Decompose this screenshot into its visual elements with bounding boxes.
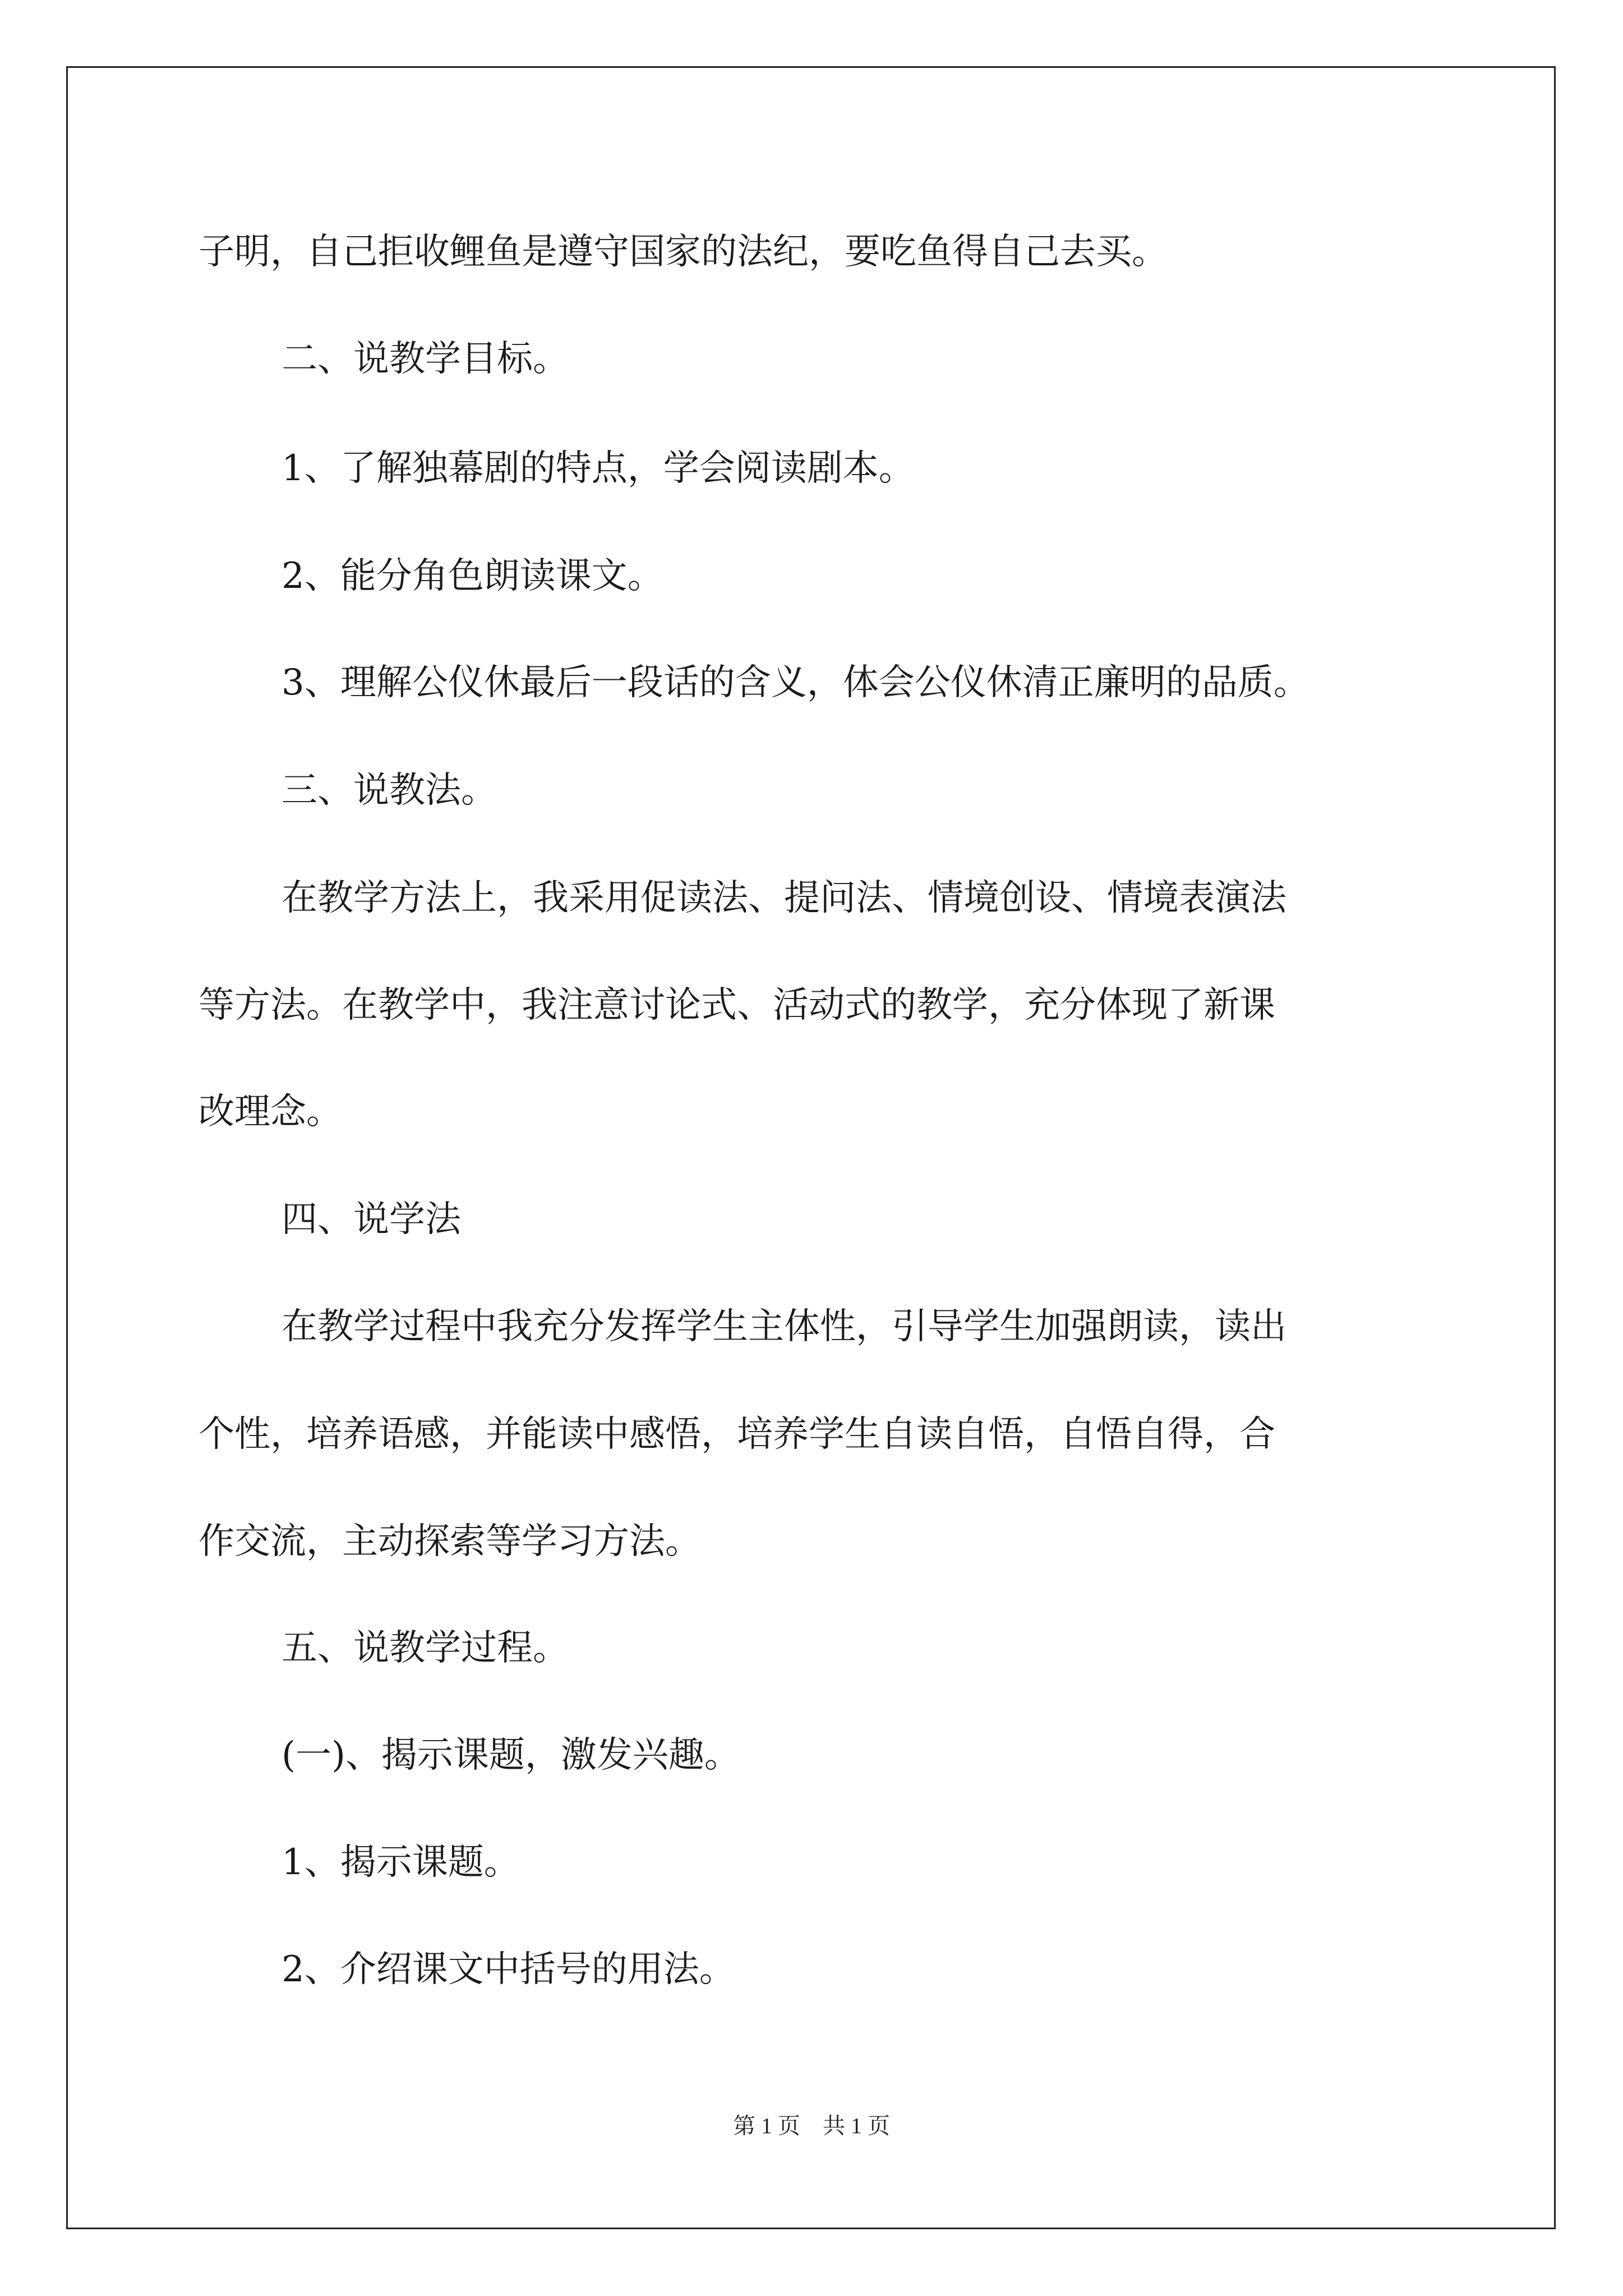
paragraph-line: 个性，培养语感，并能读中感悟，培养学生自读自悟，自悟自得，合	[199, 1414, 1275, 1455]
section-heading: 四、说学法	[282, 1199, 461, 1240]
paragraph-line: 改理念。	[199, 1091, 342, 1133]
paragraph-line: 等方法。在教学中，我注意讨论式、活动式的教学，充分体现了新课	[199, 984, 1275, 1026]
section-heading: 三、说教法。	[282, 770, 497, 811]
section-heading: 五、说教学过程。	[282, 1627, 569, 1669]
page-number-footer: 第 1 页 共 1 页	[733, 2113, 890, 2138]
paragraph-line: 在教学过程中我充分发挥学生主体性，引导学生加强朗读，读出	[282, 1306, 1287, 1347]
list-item: 1、了解独幕剧的特点，学会阅读剧本。	[282, 448, 915, 489]
list-item: 2、能分角色朗读课文。	[282, 555, 663, 597]
paragraph-line: 在教学方法上，我采用促读法、提问法、情境创设、情境表演法	[282, 877, 1287, 919]
list-item: 1、揭示课题。	[282, 1842, 520, 1883]
list-item: 2、介绍课文中括号的用法。	[282, 1949, 735, 1990]
paragraph-line: 子明，自己拒收鲤鱼是遵守国家的法纪，要吃鱼得自己去买。	[199, 231, 1168, 273]
list-item: 3、理解公仪休最后一段话的含义，体会公仪休清正廉明的品质。	[282, 662, 1310, 703]
section-heading: 二、说教学目标。	[282, 338, 569, 380]
paragraph-line: 作交流，主动探索等学习方法。	[199, 1521, 701, 1562]
subsection-heading: (一)、揭示课题，激发兴趣。	[282, 1734, 740, 1776]
page-border	[66, 66, 1556, 2229]
